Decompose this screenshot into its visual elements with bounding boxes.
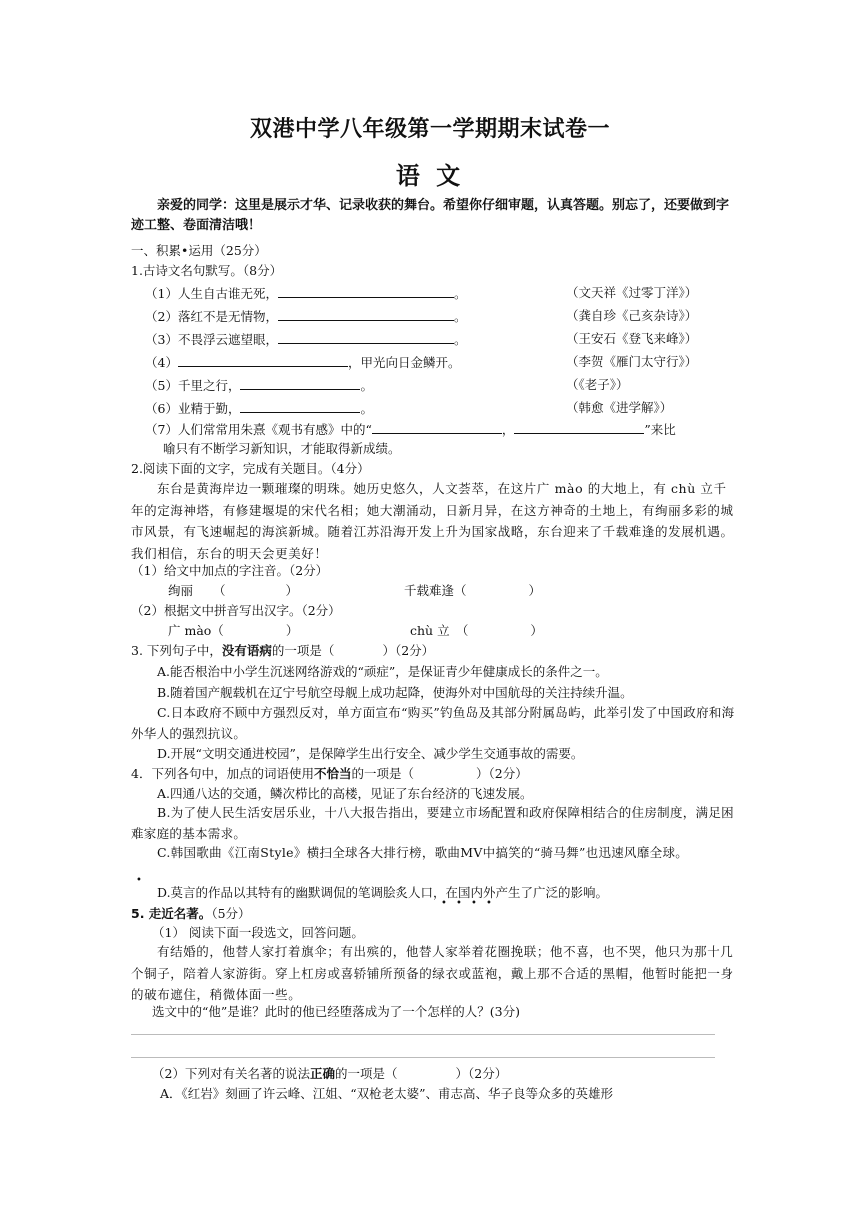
q1-heading: 1.古诗文名句默写。（8分） bbox=[131, 263, 283, 278]
item-number: （3） bbox=[145, 332, 178, 347]
item-text: 人生自古谁无死， bbox=[177, 286, 278, 301]
item-number: （4） bbox=[145, 355, 178, 370]
bracket-close: ） bbox=[528, 583, 542, 598]
item-text: ”来比 bbox=[644, 422, 676, 437]
item-end: 。 bbox=[360, 401, 373, 416]
q1-item-3 bbox=[145, 330, 466, 349]
q5-option-a: A．《红岩》刻画了许云峰、江姐、“双枪老太婆”、甫志高、华子良等众多的英雄形 bbox=[160, 1086, 614, 1101]
heading-emphasis: 没有语病 bbox=[221, 643, 272, 658]
bracket-open: （ bbox=[213, 583, 226, 598]
q1-item-5 bbox=[145, 376, 373, 395]
item-end: 。 bbox=[453, 332, 467, 347]
item-text: 业精于勤， bbox=[177, 401, 241, 416]
q1-item-7 bbox=[145, 420, 676, 439]
answer-blank[interactable] bbox=[278, 330, 454, 344]
emphasis-dot: • bbox=[441, 898, 447, 909]
q1-source-4: （李贺《雁门太守行》） bbox=[566, 354, 698, 369]
heading-text: （2）下列对有关名著的说法 bbox=[152, 1066, 310, 1081]
heading-text: ）（2分） bbox=[476, 766, 528, 781]
answer-line[interactable] bbox=[131, 1057, 715, 1058]
q5-passage: 有结婚的，他替人家打着旗伞；有出殡的，他替人家举着花圈挽联；他不喜，也不哭，他只为那十几个铜子，陪着人家游街。穿上杠房或喜轿铺所预备的绿衣或蓝袍，戴上那不合适的黑帽，他暂时能把一身的破布遮住，稍微体面一些。 bbox=[131, 944, 734, 1002]
q4-option-b: B.为了使人民生活安居乐业，十八大报告指出，要建立市场配置和政府保障相结合的住房制度，满足困难家庭的基本需求。 bbox=[131, 805, 734, 841]
q2-sub2-word1 bbox=[168, 622, 298, 640]
answer-blank[interactable] bbox=[278, 307, 454, 321]
q1-item-2 bbox=[145, 307, 466, 326]
q3-option-c: C.日本政府不顾中方强烈反对，单方面宣布“购买”钓鱼岛及其部分附属岛屿，此举引发了中国政府和海外华人的强烈抗议。 bbox=[131, 705, 735, 741]
heading-text: （5分） bbox=[211, 906, 251, 921]
q2-sub2: （2）根据文中拼音写出汉字。（2分） bbox=[131, 603, 341, 618]
q2-sub1-word2 bbox=[404, 582, 541, 600]
word-label: 广 mào（ bbox=[168, 623, 224, 638]
q3-option-a: A.能否根治中小学生沉迷网络游戏的“顽症”，是保证青少年健康成长的条件之一。 bbox=[157, 664, 608, 679]
q1-item-6 bbox=[145, 399, 373, 418]
q4-option-d: D.莫言的作品以其特有的幽默调侃的笔调脍炙人口，在国内外产生了广泛的影响。 bbox=[157, 885, 609, 900]
item-end: 。 bbox=[360, 378, 373, 393]
q5-sub2 bbox=[152, 1065, 507, 1083]
heading-emphasis: 正确 bbox=[309, 1066, 335, 1081]
q4-option-a: A.四通八达的交通，鳞次栉比的高楼，见证了东台经济的飞速发展。 bbox=[157, 786, 533, 801]
answer-blank[interactable] bbox=[514, 420, 644, 434]
q1-item-7-cont: 喻只有不断学习新知识，才能取得新成绩。 bbox=[163, 441, 401, 456]
item-number: （6） bbox=[145, 401, 178, 416]
word-label: chù 立 （ bbox=[410, 623, 469, 638]
emphasis-dot: • bbox=[486, 898, 492, 909]
item-end: 。 bbox=[453, 309, 467, 324]
q4-option-c: C.韩国歌曲《江南Style》横扫全球各大排行榜，歌曲MV中搞笑的“骑马舞”也迅速风靡全球。 bbox=[157, 845, 689, 860]
item-text: 落红不是无情物， bbox=[177, 309, 278, 324]
heading-text: 3. 下列句子中， bbox=[131, 643, 222, 658]
heading-text: 的一项是（ bbox=[351, 766, 414, 781]
heading-text: 的一项是（ bbox=[334, 1066, 398, 1081]
page-title: 双港中学八年级第一学期期末试卷一 bbox=[249, 117, 610, 142]
item-text: （7）人们常常用朱熹《观书有感》中的“ bbox=[145, 422, 372, 437]
item-end: ，甲光向日金鳞开。 bbox=[347, 355, 461, 370]
heading-text: ）（2分） bbox=[382, 643, 435, 658]
q5-question: 选文中的“他”是谁？此时的他已经堕落成为了一个怎样的人？(3分) bbox=[152, 1004, 520, 1019]
word-label: 绚丽 bbox=[168, 583, 194, 598]
item-number: （1） bbox=[145, 286, 178, 301]
q2-sub1-word1 bbox=[168, 582, 298, 600]
answer-blank[interactable] bbox=[278, 284, 454, 298]
word-label: 千载难逢（ bbox=[404, 583, 467, 598]
answer-blank[interactable] bbox=[240, 376, 360, 390]
item-number: （5） bbox=[145, 378, 178, 393]
subject-heading: 语 文 bbox=[395, 162, 465, 190]
answer-blank[interactable] bbox=[178, 353, 348, 367]
bracket-close: ） bbox=[285, 623, 299, 638]
answer-blank[interactable] bbox=[240, 399, 360, 413]
q2-sub2-word2 bbox=[410, 622, 543, 640]
q1-source-1: （文天祥《过零丁洋》） bbox=[566, 285, 698, 300]
heading-text: ）（2分） bbox=[455, 1066, 508, 1081]
q5-sub1: （1） 阅读下面一段选文，回答问题。 bbox=[152, 925, 364, 940]
q3-option-b: B.随着国产舰载机在辽宁号航空母舰上成功起降，使海外对中国航母的关注持续升温。 bbox=[157, 685, 633, 700]
q1-source-2: （龚自珍《己亥杂诗》） bbox=[566, 308, 698, 323]
q2-sub1: （1）给文中加点的字注音。（2分） bbox=[131, 563, 329, 578]
q3-option-d: D.开展“文明交通进校园”，是保障学生出行安全、减少学生交通事故的需要。 bbox=[157, 746, 584, 761]
q1-source-5: （《老子》） bbox=[566, 377, 629, 392]
emphasis-dot: • bbox=[471, 898, 477, 909]
q4-heading bbox=[131, 765, 528, 783]
heading-text: 4．下列各句中，加点的词语使用 bbox=[131, 766, 314, 781]
bracket-close: ） bbox=[530, 623, 543, 638]
bracket-close: ） bbox=[285, 583, 299, 598]
item-text: 千里之行， bbox=[177, 378, 241, 393]
heading-emphasis: 不恰当 bbox=[313, 766, 352, 781]
q3-heading bbox=[131, 642, 434, 660]
q2-heading: 2.阅读下面的文字，完成有关题目。（4分） bbox=[131, 461, 370, 476]
emphasis-dot: • bbox=[136, 875, 142, 886]
emphasis-dot: • bbox=[456, 898, 462, 909]
answer-blank[interactable] bbox=[372, 420, 502, 434]
item-end: 。 bbox=[453, 286, 467, 301]
item-text: 不畏浮云遮望眼， bbox=[177, 332, 278, 347]
q5-heading bbox=[131, 905, 251, 923]
item-text: ， bbox=[501, 422, 515, 437]
heading-emphasis: 5. 走近名著。 bbox=[131, 906, 212, 921]
heading-text: 的一项是（ bbox=[271, 643, 335, 658]
q1-item-1 bbox=[145, 284, 466, 303]
q1-source-3: （王安石《登飞来峰》） bbox=[566, 331, 698, 346]
intro-note: 亲爱的同学：这里是展示才华、记录收获的舞台。希望你仔细审题，认真答题。别忘了，还要做到字迹工整、卷面清洁哦！ bbox=[131, 198, 730, 233]
section-heading: 一、积累•运用（25分） bbox=[131, 243, 267, 258]
answer-line[interactable] bbox=[131, 1034, 715, 1035]
q1-item-4 bbox=[145, 353, 460, 372]
q1-source-6: （韩愈《进学解》） bbox=[566, 400, 673, 415]
q2-passage: 东台是黄海岸边一颗璀璨的明珠。她历史悠久，人文荟萃，在这片广 mào 的大地上，有 chù 立千年的定海神塔，有修建堰堤的宋代名相；她大潮涌动，日新月异，在这方神奇的土地上，有绚丽多彩的城市风景，有飞速崛起的海滨新城。随着江苏沿海开发上升为国家战略，东台迎来了千载难逢的发展机遇。我们相信，东台的明天会更美好！ bbox=[131, 481, 734, 561]
item-number: （2） bbox=[145, 309, 178, 324]
